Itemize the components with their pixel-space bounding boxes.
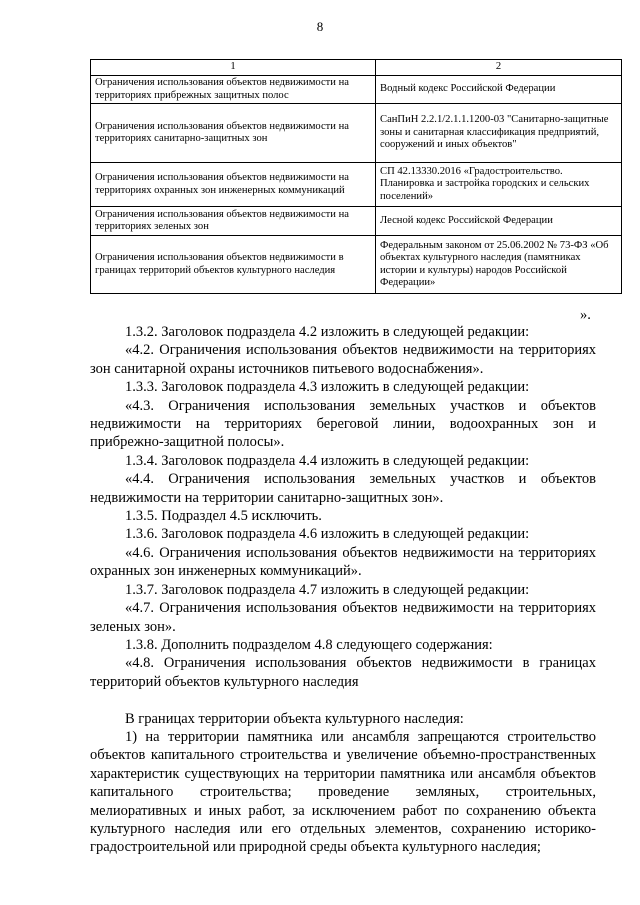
table-header-row xyxy=(91,60,622,76)
table-cell-regulation: Водный кодекс Российской Федерации xyxy=(376,76,622,104)
closing-quote-mark: ». xyxy=(580,307,591,323)
table-cell-regulation: СанПиН 2.2.1/2.1.1.1200-03 "Санитарно-защитные зоны и санитарная классификация предприятий, сооружений и иных объектов" xyxy=(376,104,622,163)
table-cell-regulation: Лесной кодекс Российской Федерации xyxy=(376,207,622,236)
document-body xyxy=(90,323,596,857)
paragraph: «4.2. Ограничения использования объектов недвижимости на территориях зон санитарной охраны источников питьевого водоснабжения». xyxy=(90,342,596,377)
paragraph: «4.7. Ограничения использования объектов недвижимости на территориях зеленых зон». xyxy=(90,600,596,635)
table-cell-regulation: Федеральным законом от 25.06.2002 № 73-ФЗ «Об объектах культурного наследия (памятниках истории и культуры) народов Российской Федерации» xyxy=(376,236,622,294)
paragraph: 1) на территории памятника или ансамбля запрещаются строительство объектов капитального строительства и увеличение объемно-пространственных характеристик существующих на территории памятника или ансамбля объектов капитального строительства; проведение земляных, строительных, мелиоративных и иных работ, за исключением работ по сохранению объекта культурного наследия или его отдельных элементов, сохранению историко-градостроительной или природной среды объекта культурного наследия; xyxy=(90,728,596,856)
table-cell-restriction: Ограничения использования объектов недвижимости на территориях санитарно-защитных зон xyxy=(91,104,376,163)
paragraph: «4.3. Ограничения использования земельных участков и объектов недвижимости на территориях береговой линии, водоохранных зон и прибрежно-защитной полосы». xyxy=(90,397,596,451)
paragraph: 1.3.3. Заголовок подраздела 4.3 изложить в следующей редакции: xyxy=(125,379,530,396)
table-cell-restriction: Ограничения использования объектов недвижимости на территориях охранных зон инженерных коммуникаций xyxy=(91,163,376,207)
table-row xyxy=(91,236,622,294)
table-row xyxy=(91,163,622,207)
table-cell-regulation: СП 42.13330.2016 «Градостроительство. Планировка и застройка городских и сельских поселений» xyxy=(376,163,622,207)
paragraph: 1.3.6. Заголовок подраздела 4.6 изложить в следующей редакции: xyxy=(125,526,530,543)
table-row xyxy=(91,76,622,104)
table-header-cell: 2 xyxy=(376,60,622,76)
table-row xyxy=(91,207,622,236)
paragraph: 1.3.7. Заголовок подраздела 4.7 изложить в следующей редакции: xyxy=(125,581,530,598)
table-row xyxy=(91,104,622,163)
paragraph: «4.4. Ограничения использования земельных участков и объектов недвижимости на территории санитарно-защитных зон». xyxy=(90,471,596,506)
paragraph: 1.3.2. Заголовок подраздела 4.2 изложить в следующей редакции: xyxy=(125,324,530,340)
paragraph: 1.3.5. Подраздел 4.5 исключить. xyxy=(125,508,322,525)
paragraph: «4.8. Ограничения использования объектов недвижимости в границах территорий объектов культурного наследия xyxy=(90,655,596,690)
table-cell-restriction: Ограничения использования объектов недвижимости на территориях зеленых зон xyxy=(91,207,376,236)
page-number: 8 xyxy=(316,19,324,34)
paragraph: 1.3.4. Заголовок подраздела 4.4 изложить в следующей редакции: xyxy=(125,452,530,469)
paragraph: 1.3.8. Дополнить подразделом 4.8 следующего содержания: xyxy=(125,636,493,653)
reference-table xyxy=(90,59,622,294)
table-cell-restriction: Ограничения использования объектов недвижимости на территориях прибрежных защитных полос xyxy=(91,76,376,104)
table-cell-restriction: Ограничения использования объектов недвижимости в границах территорий объектов культурного наследия xyxy=(91,236,376,294)
paragraph: В границах территории объекта культурного наследия: xyxy=(125,710,464,727)
table-header-cell: 1 xyxy=(91,60,376,76)
paragraph: «4.6. Ограничения использования объектов недвижимости на территориях охранных зон инженерных коммуникаций». xyxy=(90,544,596,580)
